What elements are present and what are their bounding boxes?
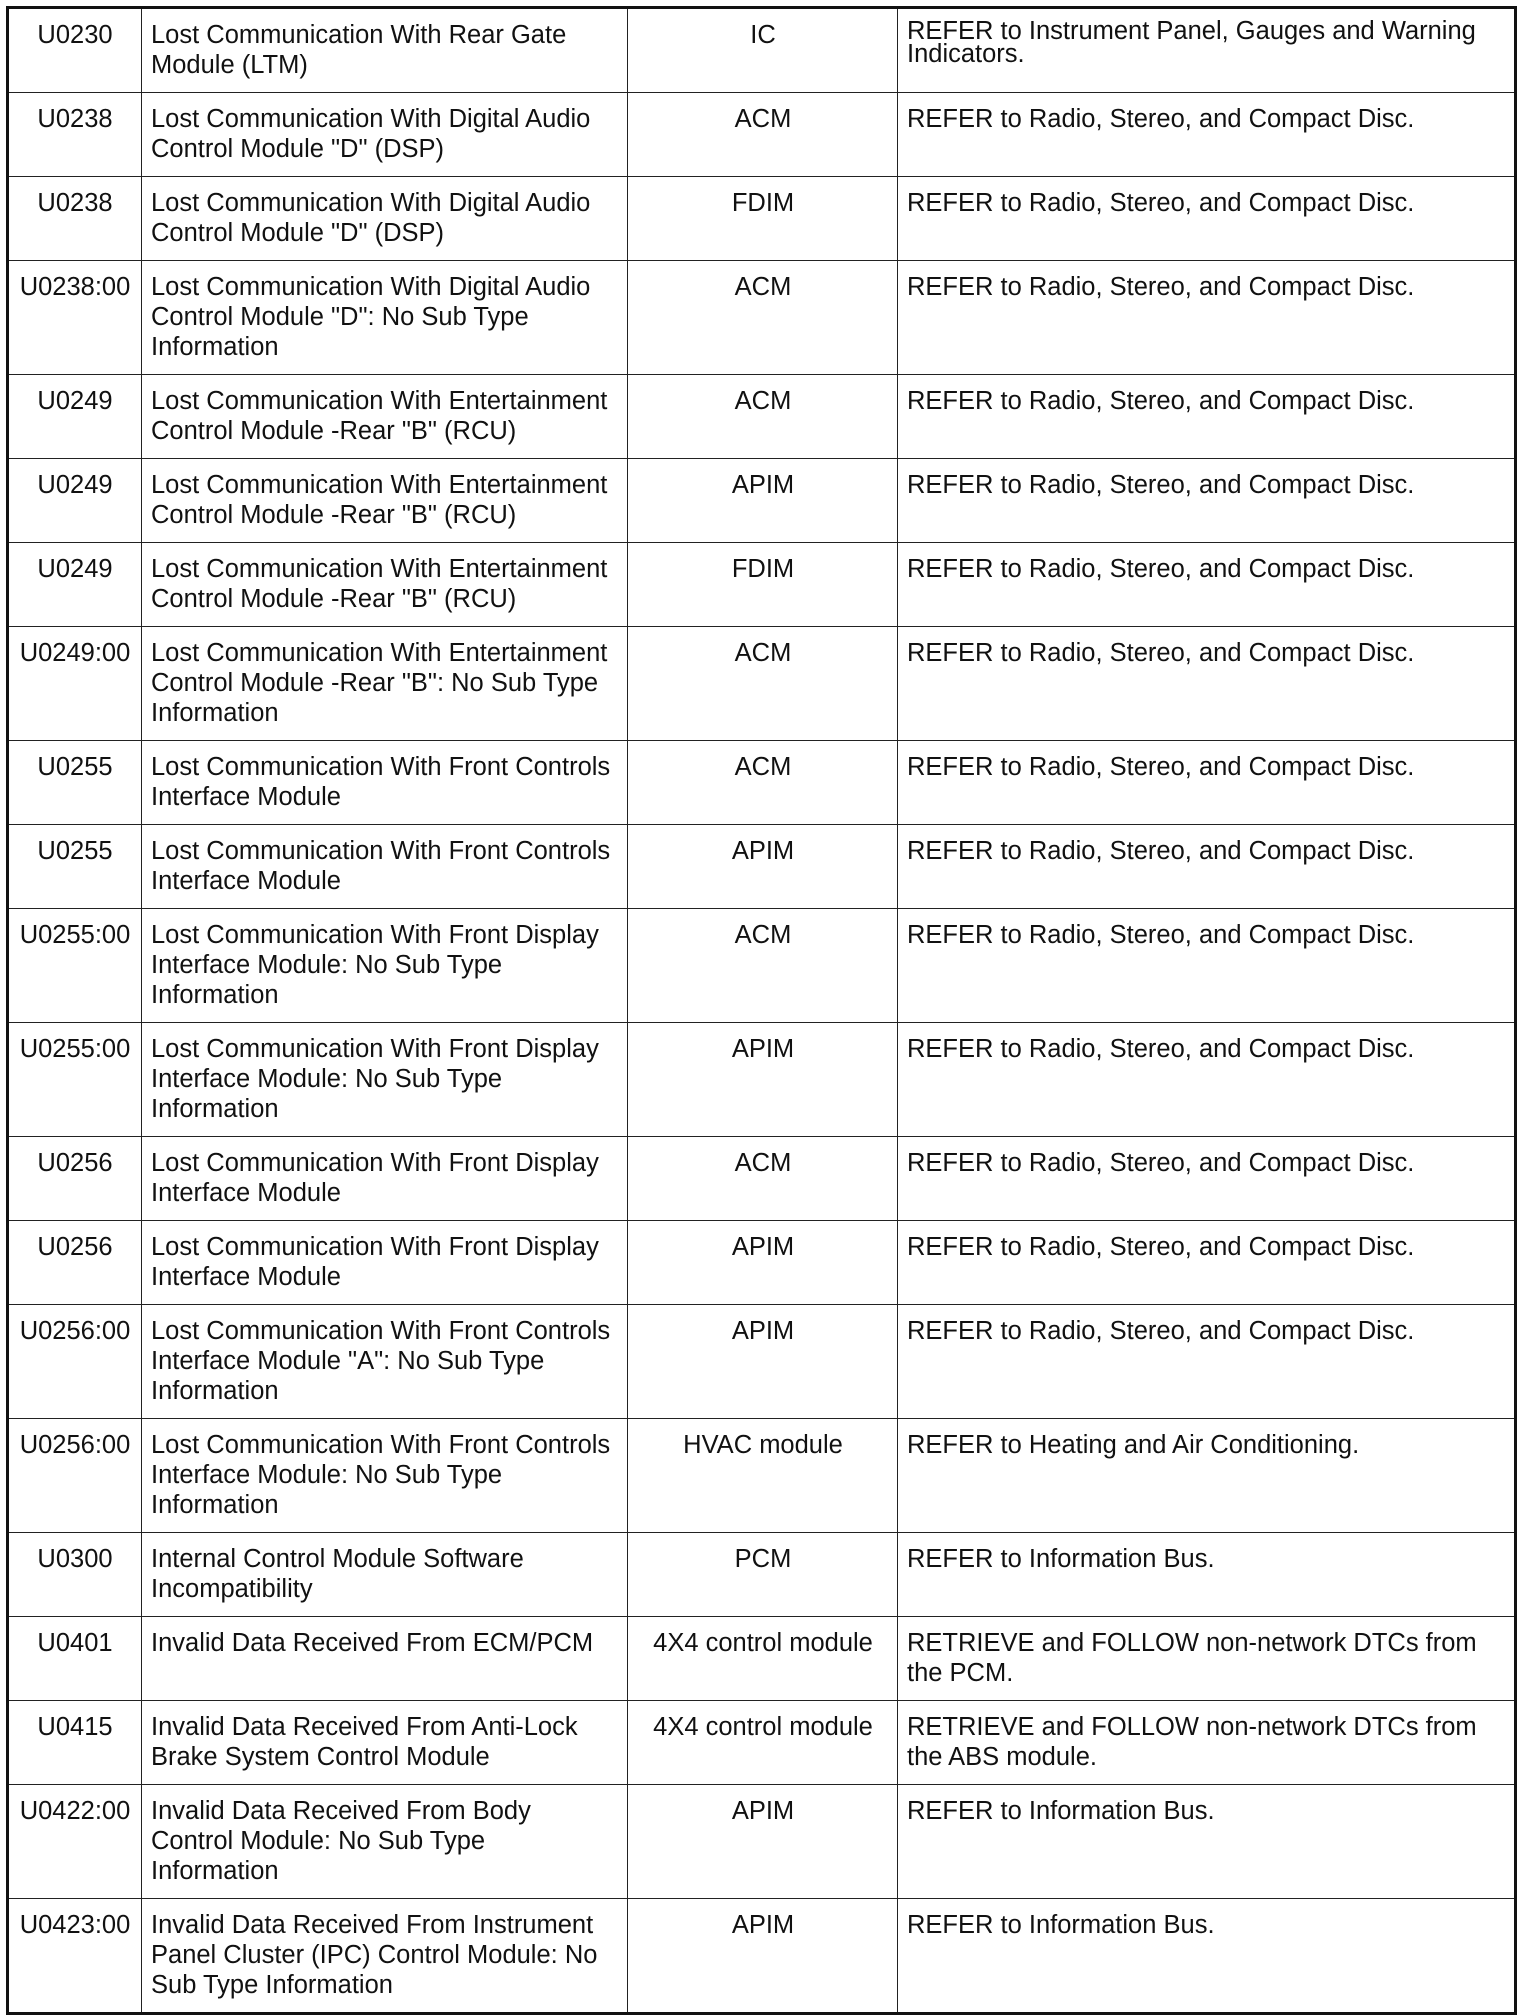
table-row bbox=[8, 93, 1516, 177]
description-cell: Lost Communication With Entertainment Control Module -Rear "B" (RCU) bbox=[142, 459, 628, 543]
module-cell: APIM bbox=[628, 1899, 898, 2014]
dtc-code-cell: U0255 bbox=[8, 825, 142, 909]
table-row bbox=[8, 909, 1516, 1023]
module-cell: APIM bbox=[628, 1221, 898, 1305]
description-cell: Lost Communication With Front Controls Interface Module bbox=[142, 741, 628, 825]
table-row bbox=[8, 741, 1516, 825]
table-row bbox=[8, 1221, 1516, 1305]
module-cell: ACM bbox=[628, 93, 898, 177]
module-cell: HVAC module bbox=[628, 1419, 898, 1533]
table-row bbox=[8, 1137, 1516, 1221]
dtc-code-cell: U0415 bbox=[8, 1701, 142, 1785]
table-row bbox=[8, 261, 1516, 375]
action-cell: REFER to Radio, Stereo, and Compact Disc. bbox=[898, 261, 1516, 375]
dtc-code-cell: U0238:00 bbox=[8, 261, 142, 375]
table-row bbox=[8, 1617, 1516, 1701]
action-cell: REFER to Instrument Panel, Gauges and Warning Indicators. bbox=[898, 8, 1516, 93]
description-cell: Lost Communication With Digital Audio Control Module "D" (DSP) bbox=[142, 177, 628, 261]
description-cell: Invalid Data Received From Body Control Module: No Sub Type Information bbox=[142, 1785, 628, 1899]
dtc-code-cell: U0249 bbox=[8, 543, 142, 627]
module-cell: IC bbox=[628, 8, 898, 93]
action-cell: REFER to Radio, Stereo, and Compact Disc. bbox=[898, 909, 1516, 1023]
action-cell: RETRIEVE and FOLLOW non-network DTCs from the ABS module. bbox=[898, 1701, 1516, 1785]
description-cell: Lost Communication With Front Controls Interface Module: No Sub Type Information bbox=[142, 1419, 628, 1533]
description-cell: Lost Communication With Digital Audio Control Module "D" (DSP) bbox=[142, 93, 628, 177]
description-cell: Lost Communication With Digital Audio Control Module "D": No Sub Type Information bbox=[142, 261, 628, 375]
dtc-code-cell: U0249 bbox=[8, 375, 142, 459]
module-cell: FDIM bbox=[628, 543, 898, 627]
table-row bbox=[8, 1899, 1516, 2014]
module-cell: 4X4 control module bbox=[628, 1701, 898, 1785]
dtc-code-cell: U0249 bbox=[8, 459, 142, 543]
module-cell: PCM bbox=[628, 1533, 898, 1617]
dtc-code-cell: U0238 bbox=[8, 93, 142, 177]
action-cell: REFER to Radio, Stereo, and Compact Disc. bbox=[898, 741, 1516, 825]
action-cell: REFER to Radio, Stereo, and Compact Disc. bbox=[898, 177, 1516, 261]
table-row bbox=[8, 8, 1516, 93]
table-row bbox=[8, 459, 1516, 543]
description-cell: Invalid Data Received From Anti-Lock Brake System Control Module bbox=[142, 1701, 628, 1785]
dtc-code-cell: U0422:00 bbox=[8, 1785, 142, 1899]
module-cell: APIM bbox=[628, 1023, 898, 1137]
action-cell: REFER to Radio, Stereo, and Compact Disc. bbox=[898, 375, 1516, 459]
description-cell: Lost Communication With Front Display Interface Module: No Sub Type Information bbox=[142, 909, 628, 1023]
dtc-code-cell: U0249:00 bbox=[8, 627, 142, 741]
dtc-table-page bbox=[6, 6, 1514, 2015]
action-cell: REFER to Radio, Stereo, and Compact Disc. bbox=[898, 543, 1516, 627]
module-cell: ACM bbox=[628, 1137, 898, 1221]
action-cell: REFER to Radio, Stereo, and Compact Disc. bbox=[898, 627, 1516, 741]
description-cell: Lost Communication With Entertainment Control Module -Rear "B": No Sub Type Information bbox=[142, 627, 628, 741]
action-cell: REFER to Radio, Stereo, and Compact Disc. bbox=[898, 1023, 1516, 1137]
dtc-code-cell: U0256 bbox=[8, 1137, 142, 1221]
action-cell: REFER to Heating and Air Conditioning. bbox=[898, 1419, 1516, 1533]
action-cell: REFER to Information Bus. bbox=[898, 1899, 1516, 2014]
dtc-code-cell: U0255 bbox=[8, 741, 142, 825]
description-cell: Lost Communication With Entertainment Control Module -Rear "B" (RCU) bbox=[142, 543, 628, 627]
module-cell: ACM bbox=[628, 375, 898, 459]
table-row bbox=[8, 375, 1516, 459]
module-cell: 4X4 control module bbox=[628, 1617, 898, 1701]
table-row bbox=[8, 627, 1516, 741]
action-cell: RETRIEVE and FOLLOW non-network DTCs from the PCM. bbox=[898, 1617, 1516, 1701]
dtc-code-cell: U0401 bbox=[8, 1617, 142, 1701]
dtc-table bbox=[6, 6, 1517, 2015]
description-cell: Invalid Data Received From Instrument Panel Cluster (IPC) Control Module: No Sub Type Information bbox=[142, 1899, 628, 2014]
description-cell: Lost Communication With Front Display Interface Module bbox=[142, 1137, 628, 1221]
action-cell: REFER to Information Bus. bbox=[898, 1785, 1516, 1899]
module-cell: APIM bbox=[628, 1305, 898, 1419]
description-cell: Lost Communication With Entertainment Control Module -Rear "B" (RCU) bbox=[142, 375, 628, 459]
dtc-code-cell: U0256:00 bbox=[8, 1305, 142, 1419]
module-cell: ACM bbox=[628, 741, 898, 825]
module-cell: FDIM bbox=[628, 177, 898, 261]
dtc-code-cell: U0255:00 bbox=[8, 1023, 142, 1137]
table-row bbox=[8, 1533, 1516, 1617]
table-row bbox=[8, 1305, 1516, 1419]
action-cell: REFER to Radio, Stereo, and Compact Disc. bbox=[898, 1305, 1516, 1419]
action-cell: REFER to Radio, Stereo, and Compact Disc. bbox=[898, 1137, 1516, 1221]
table-row bbox=[8, 1701, 1516, 1785]
module-cell: ACM bbox=[628, 261, 898, 375]
table-row bbox=[8, 177, 1516, 261]
table-row bbox=[8, 825, 1516, 909]
module-cell: ACM bbox=[628, 909, 898, 1023]
description-cell: Lost Communication With Front Controls Interface Module bbox=[142, 825, 628, 909]
action-cell: REFER to Radio, Stereo, and Compact Disc. bbox=[898, 459, 1516, 543]
table-row bbox=[8, 1023, 1516, 1137]
action-cell: REFER to Radio, Stereo, and Compact Disc. bbox=[898, 1221, 1516, 1305]
module-cell: APIM bbox=[628, 825, 898, 909]
dtc-code-cell: U0238 bbox=[8, 177, 142, 261]
action-cell: REFER to Information Bus. bbox=[898, 1533, 1516, 1617]
description-cell: Internal Control Module Software Incompatibility bbox=[142, 1533, 628, 1617]
description-cell: Lost Communication With Front Display Interface Module: No Sub Type Information bbox=[142, 1023, 628, 1137]
action-cell: REFER to Radio, Stereo, and Compact Disc. bbox=[898, 825, 1516, 909]
module-cell: APIM bbox=[628, 1785, 898, 1899]
dtc-code-cell: U0230 bbox=[8, 8, 142, 93]
action-cell: REFER to Radio, Stereo, and Compact Disc. bbox=[898, 93, 1516, 177]
description-cell: Lost Communication With Rear Gate Module (LTM) bbox=[142, 8, 628, 93]
dtc-code-cell: U0256 bbox=[8, 1221, 142, 1305]
module-cell: APIM bbox=[628, 459, 898, 543]
dtc-code-cell: U0256:00 bbox=[8, 1419, 142, 1533]
dtc-code-cell: U0423:00 bbox=[8, 1899, 142, 2014]
table-row bbox=[8, 1419, 1516, 1533]
table-row bbox=[8, 543, 1516, 627]
description-cell: Lost Communication With Front Controls Interface Module "A": No Sub Type Information bbox=[142, 1305, 628, 1419]
table-row bbox=[8, 1785, 1516, 1899]
description-cell: Invalid Data Received From ECM/PCM bbox=[142, 1617, 628, 1701]
module-cell: ACM bbox=[628, 627, 898, 741]
description-cell: Lost Communication With Front Display Interface Module bbox=[142, 1221, 628, 1305]
dtc-code-cell: U0255:00 bbox=[8, 909, 142, 1023]
dtc-code-cell: U0300 bbox=[8, 1533, 142, 1617]
